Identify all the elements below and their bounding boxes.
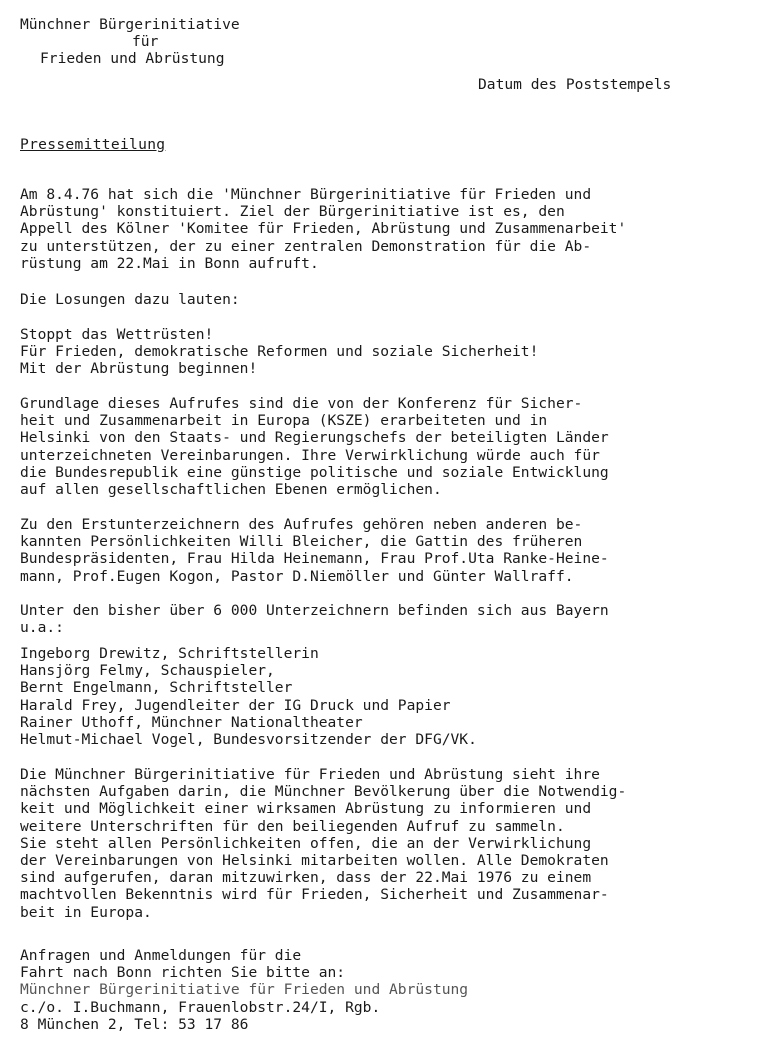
contact-block — [20, 947, 745, 1033]
text-line: machtvollen Bekenntnis wird für Frieden, Sicherheit und Zusammenar- — [20, 886, 609, 904]
contact-org-name: Münchner Bürgerinitiative für Frieden und Abrüstung — [20, 981, 469, 999]
text-line: unterzeichneten Vereinbarungen. Ihre Verwirklichung würde auch für — [20, 446, 600, 464]
text-line: Unter den bisher über 6 000 Unterzeichnern befinden sich aus Bayern — [20, 602, 609, 619]
text-line: Zu den Erstunterzeichnern des Aufrufes gehören neben anderen be- — [20, 516, 583, 533]
text-line: auf allen gesellschaftlichen Ebenen ermöglichen. — [20, 481, 442, 499]
text-line: Die Losungen dazu lauten: — [20, 291, 240, 308]
paragraph-basis — [20, 395, 745, 498]
text-line: beit in Europa. — [20, 903, 152, 921]
contact-address: c./o. I.Buchmann, Frauenlobstr.24/I, Rgb. — [20, 998, 381, 1016]
text-line: Mit der Abrüstung beginnen! — [20, 360, 258, 378]
paragraph-signatories — [20, 516, 745, 585]
org-name-line2: für — [132, 33, 159, 50]
org-name-line1: Münchner Bürgerinitiative — [20, 16, 240, 33]
text-line: u.a.: — [20, 619, 64, 637]
text-line: Grundlage dieses Aufrufes sind die von der Konferenz für Sicher- — [20, 395, 583, 412]
text-line: heit und Zusammenarbeit in Europa (KSZE) erarbeiteten und in — [20, 412, 548, 430]
text-line: der Vereinbarungen von Helsinki mitarbeiten wollen. Alle Demokraten — [20, 852, 609, 870]
page-title: Pressemitteilung — [20, 136, 166, 153]
signatory-list — [20, 645, 745, 748]
text-line: Bundespräsidenten, Frau Hilda Heinemann, Frau Prof.Uta Ranke-Heine- — [20, 550, 609, 568]
list-item: Harald Frey, Jugendleiter der IG Druck und Papier — [20, 696, 451, 714]
list-item: Rainer Uthoff, Münchner Nationaltheater — [20, 713, 363, 731]
paragraph-bavaria — [20, 602, 745, 636]
text-line: Sie steht allen Persönlichkeiten offen, die an der Verwirklichung — [20, 834, 592, 852]
text-line: Abrüstung' konstituiert. Ziel der Bürgerinitiative ist es, den — [20, 203, 565, 221]
text-line: Anfragen und Anmeldungen für die — [20, 947, 302, 964]
text-line: Am 8.4.76 hat sich die 'Münchner Bürgerinitiative für Frieden und — [20, 186, 592, 203]
text-line: zu unterstützen, der zu einer zentralen Demonstration für die Ab- — [20, 237, 592, 255]
paragraph-intro — [20, 186, 745, 272]
text-line: rüstung am 22.Mai in Bonn aufruft. — [20, 254, 319, 272]
text-line: kannten Persönlichkeiten Willi Bleicher, die Gattin des früheren — [20, 533, 583, 551]
text-line: mann, Prof.Eugen Kogon, Pastor D.Niemöller und Günter Wallraff. — [20, 567, 574, 585]
list-item: Ingeborg Drewitz, Schriftstellerin — [20, 645, 319, 662]
text-line: Helsinki von den Staats- und Regierungschefs der beteiligten Länder — [20, 429, 609, 447]
text-line: Appell des Kölner 'Komitee für Frieden, Abrüstung und Zusammenarbeit' — [20, 220, 627, 238]
list-item: Hansjörg Felmy, Schauspieler, — [20, 662, 275, 680]
paragraph-slogans — [20, 326, 745, 378]
text-line: nächsten Aufgaben darin, die Münchner Bevölkerung über die Notwendig- — [20, 783, 627, 801]
text-line: weitere Unterschriften für den beiliegenden Aufruf zu sammeln. — [20, 817, 565, 835]
paragraph-slogans-intro — [20, 291, 745, 308]
text-line: keit und Möglichkeit einer wirksamen Abrüstung zu informieren und — [20, 800, 592, 818]
org-name-line3: Frieden und Abrüstung — [40, 50, 225, 67]
list-item: Bernt Engelmann, Schriftsteller — [20, 679, 293, 697]
paragraph-tasks — [20, 766, 745, 921]
text-line: Die Münchner Bürgerinitiative für Frieden und Abrüstung sieht ihre — [20, 766, 600, 783]
contact-phone: 8 München 2, Tel: 53 17 86 — [20, 1015, 249, 1033]
list-item: Helmut-Michael Vogel, Bundesvorsitzender der DFG/VK. — [20, 731, 477, 749]
text-line: die Bundesrepublik eine günstige politische und soziale Entwicklung — [20, 463, 609, 481]
text-line: Für Frieden, demokratische Reformen und soziale Sicherheit! — [20, 343, 539, 361]
text-line: sind aufgerufen, daran mitzuwirken, dass der 22.Mai 1976 zu einem — [20, 869, 592, 887]
text-line: Stoppt das Wettrüsten! — [20, 326, 214, 343]
date-note: Datum des Poststempels — [478, 76, 672, 93]
text-line: Fahrt nach Bonn richten Sie bitte an: — [20, 964, 346, 982]
